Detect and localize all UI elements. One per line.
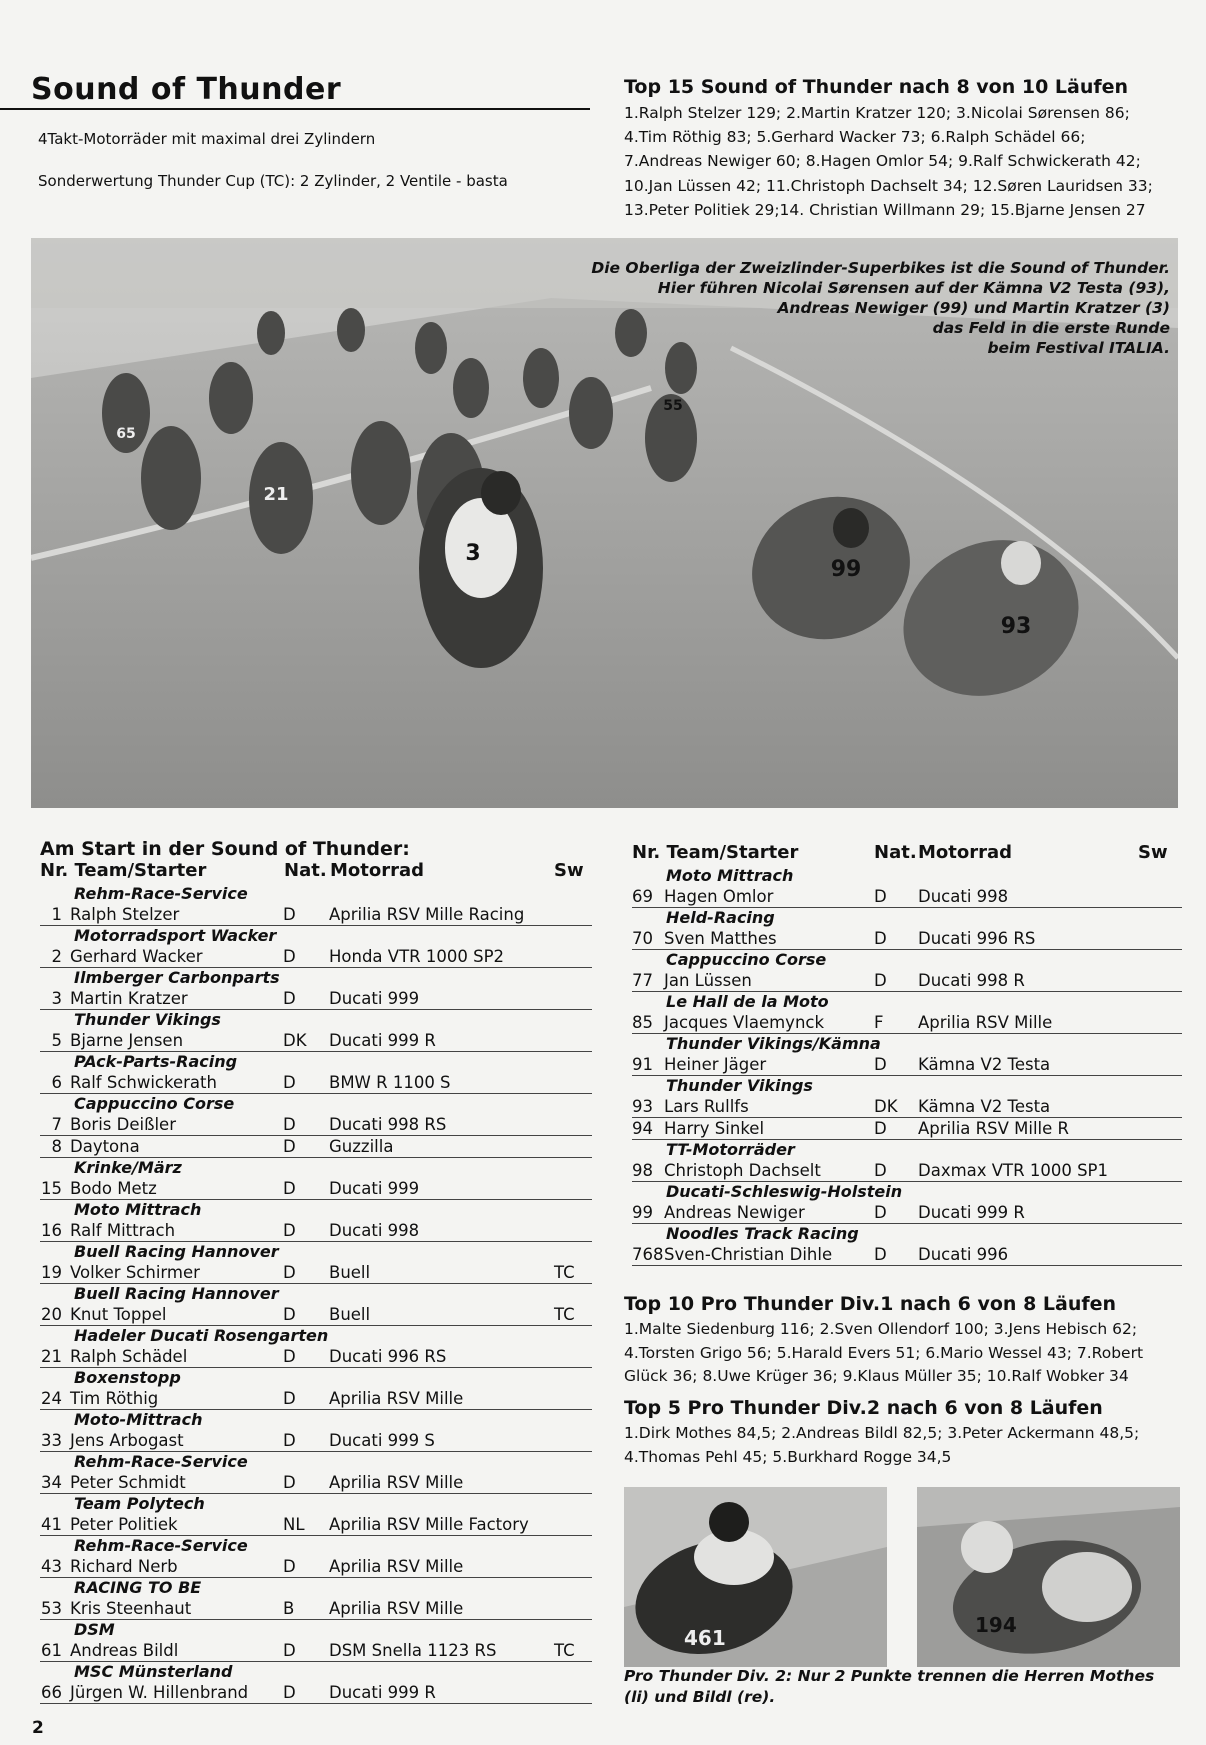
team-name: Buell Racing Hannover (74, 1242, 279, 1261)
start-number: 768 (632, 1245, 664, 1264)
startlist-entry (40, 1136, 592, 1158)
motorcycle: Ducati 999 R (329, 1683, 436, 1702)
motorcycle: Buell (329, 1263, 371, 1282)
motorcycle: Buell (329, 1305, 371, 1324)
starter-name: Jens Arbogast (70, 1431, 184, 1450)
starter-row (632, 1096, 1182, 1117)
nationality: D (283, 1431, 296, 1450)
start-number: 99 (632, 1203, 653, 1222)
motorcycle: Aprilia RSV Mille (329, 1389, 464, 1408)
starter-row (40, 1220, 592, 1241)
starter-row (40, 1304, 592, 1325)
starter-name: Andreas Bildl (70, 1641, 179, 1660)
top15-title: Top 15 Sound of Thunder nach 8 von 10 Läufen (624, 76, 1129, 98)
startlist-entry (40, 1158, 592, 1200)
top15-line: 4.Tim Röthig 83; 5.Gerhard Wacker 73; 6.Ralph Schädel 66; (624, 128, 1086, 147)
nationality: D (283, 1683, 296, 1702)
nationality: D (283, 1115, 296, 1134)
bottom-photo-caption (624, 1666, 1184, 1708)
motorcycle: Ducati 999 S (329, 1431, 435, 1450)
team-name: Le Hall de la Moto (666, 992, 829, 1011)
photo-caption-line: das Feld in die erste Runde (932, 319, 1170, 337)
starter-name: Boris Deißler (70, 1115, 176, 1134)
starter-row (40, 1114, 592, 1135)
startlist-entry (40, 968, 592, 1010)
nationality: D (283, 1557, 296, 1576)
nationality: D (283, 1073, 296, 1092)
starter-row (40, 1136, 592, 1157)
motorcycle: Ducati 999 R (329, 1031, 436, 1050)
nationality: D (874, 1055, 887, 1074)
team-name: Ducati-Schleswig-Holstein (666, 1182, 903, 1201)
nationality: D (283, 1179, 296, 1198)
startlist-entry (632, 1034, 1182, 1076)
top5-title: Top 5 Pro Thunder Div.2 nach 6 von 8 Läufen (624, 1397, 1103, 1419)
starter-name: Heiner Jäger (664, 1055, 767, 1074)
motorcycle: Ducati 999 R (918, 1203, 1025, 1222)
motorcycle: Ducati 998 RS (329, 1115, 447, 1134)
starter-name: Sven Matthes (664, 929, 777, 948)
team-name: Boxenstopp (74, 1368, 181, 1387)
col-motorrad: Motorrad (918, 842, 1013, 863)
top15-line: 7.Andreas Newiger 60; 8.Hagen Omlor 54; 9.Ralf Schwickerath 42; (624, 152, 1141, 171)
motorcycle: Ducati 998 (918, 887, 1009, 906)
starter-name: Peter Politiek (70, 1515, 178, 1534)
article-title: Sound of Thunder (31, 72, 342, 107)
nationality: D (874, 887, 887, 906)
top15-standings (624, 101, 1184, 222)
starter-row (40, 904, 592, 925)
start-number: 20 (41, 1305, 62, 1324)
motorcycle: Aprilia RSV Mille (329, 1473, 464, 1492)
motorcycle: Daxmax VTR 1000 SP1 (918, 1161, 1109, 1180)
special-class: TC (554, 1641, 575, 1660)
subtitle-thunder-cup: Sonderwertung Thunder Cup (TC): 2 Zylinder, 2 Ventile - basta (38, 172, 508, 190)
startlist-entry (40, 1620, 592, 1662)
starter-row (40, 1514, 592, 1535)
bike-number: 93 (1000, 614, 1032, 639)
starter-row (632, 1202, 1182, 1223)
startlist-entry (40, 1662, 592, 1704)
startlist-entry (40, 1284, 592, 1326)
team-name: Hadeler Ducati Rosengarten (74, 1326, 329, 1345)
top10-line: 1.Malte Siedenburg 116; 2.Sven Ollendorf 100; 3.Jens Hebisch 62; (624, 1320, 1138, 1338)
starter-name: Jan Lüssen (664, 971, 752, 990)
starter-row (40, 946, 592, 967)
startlist-entry (40, 1368, 592, 1410)
starter-row (632, 1054, 1182, 1075)
top5-standings (624, 1422, 1184, 1469)
starter-name: Richard Nerb (70, 1557, 178, 1576)
team-name: Moto-Mittrach (74, 1410, 203, 1429)
startlist-entry (632, 950, 1182, 992)
bike-number: 99 (830, 557, 862, 582)
startlist-entry (40, 1410, 592, 1452)
startlist-entry (40, 1010, 592, 1052)
start-number: 3 (51, 989, 62, 1008)
startlist-entry (40, 1578, 592, 1620)
startlist-entry (632, 1118, 1182, 1140)
bike-number: 21 (263, 484, 289, 505)
starter-name: Tim Röthig (70, 1389, 159, 1408)
starter-name: Ralph Schädel (70, 1347, 188, 1366)
start-number: 77 (632, 971, 653, 990)
starter-row (632, 928, 1182, 949)
start-number: 61 (41, 1641, 62, 1660)
startlist-entry (632, 1076, 1182, 1118)
top5-line: 1.Dirk Mothes 84,5; 2.Andreas Bildl 82,5; 3.Peter Ackermann 48,5; (624, 1424, 1140, 1442)
start-number: 41 (41, 1515, 62, 1534)
col-motorrad: Motorrad (330, 860, 425, 881)
motorcycle: Ducati 996 (918, 1245, 1009, 1264)
starter-row (40, 1430, 592, 1451)
nationality: D (874, 929, 887, 948)
team-name: Cappuccino Corse (74, 1094, 235, 1113)
startlist-entry (40, 1326, 592, 1368)
nationality: D (283, 947, 296, 966)
starter-name: Harry Sinkel (664, 1119, 765, 1138)
col-nat: Nat. (284, 860, 327, 881)
startlist-entries (40, 884, 592, 1704)
starter-row (632, 886, 1182, 907)
page-number: 2 (32, 1718, 44, 1738)
nationality: NL (283, 1515, 305, 1534)
nationality: D (283, 1389, 296, 1408)
startlist-heading: Am Start in der Sound of Thunder: (40, 838, 410, 860)
starter-row (40, 988, 592, 1009)
start-number: 98 (632, 1161, 653, 1180)
col-nr-team: Nr. Team/Starter (40, 860, 207, 881)
start-number: 43 (41, 1557, 62, 1576)
startlist-left (40, 838, 592, 1704)
nationality: DK (874, 1097, 898, 1116)
starter-name: Knut Toppel (70, 1305, 167, 1324)
photo-caption-line: Hier führen Nicolai Sørensen auf der Kämna V2 Testa (93), (657, 279, 1170, 297)
start-number: 91 (632, 1055, 653, 1074)
top15-line: 10.Jan Lüssen 42; 11.Christoph Dachselt 34; 12.Søren Lauridsen 33; (624, 176, 1153, 195)
starter-name: Andreas Newiger (664, 1203, 805, 1222)
col-sw: Sw (1138, 842, 1168, 863)
team-name: Held-Racing (666, 908, 775, 927)
starter-row (40, 1262, 592, 1283)
motorcycle: Aprilia RSV Mille R (918, 1119, 1069, 1138)
starter-name: Volker Schirmer (70, 1263, 200, 1282)
starter-name: Martin Kratzer (70, 989, 188, 1008)
photo-bildl-illustration (917, 1487, 1180, 1667)
team-name: Ilmberger Carbonparts (74, 968, 280, 987)
starter-name: Sven-Christian Dihle (664, 1245, 833, 1264)
startlist-entry (40, 1052, 592, 1094)
motorcycle: Aprilia RSV Mille (918, 1013, 1053, 1032)
starter-row (632, 1160, 1182, 1181)
top10-standings (624, 1318, 1184, 1389)
starter-row (632, 1012, 1182, 1033)
photo-caption-line: Andreas Newiger (99) und Martin Kratzer (3) (777, 299, 1170, 317)
nationality: D (874, 1203, 887, 1222)
startlist-entry (632, 1182, 1182, 1224)
starter-row (40, 1556, 592, 1577)
startlist-entry (40, 1200, 592, 1242)
start-number: 15 (41, 1179, 62, 1198)
starter-row (40, 1472, 592, 1493)
team-name: Moto Mittrach (666, 866, 794, 885)
team-name: Noodles Track Racing (666, 1224, 859, 1243)
motorcycle: Ducati 996 RS (329, 1347, 447, 1366)
title-rule (0, 108, 590, 110)
starter-row (40, 1030, 592, 1051)
starter-name: Christoph Dachselt (664, 1161, 821, 1180)
starter-row (40, 1682, 592, 1703)
photo-mothes-illustration (624, 1487, 887, 1667)
motorcycle: Aprilia RSV Mille (329, 1599, 464, 1618)
team-name: Thunder Vikings/Kämna (666, 1034, 881, 1053)
nationality: D (283, 1137, 296, 1156)
startlist-entry (632, 1140, 1182, 1182)
startlist-entry (40, 884, 592, 926)
top15-line: 13.Peter Politiek 29;14. Christian Willmann 29; 15.Bjarne Jensen 27 (624, 200, 1146, 219)
starter-name: Ralph Stelzer (70, 905, 180, 924)
starter-row (40, 1072, 592, 1093)
starter-name: Jürgen W. Hillenbrand (70, 1683, 249, 1702)
start-number: 5 (51, 1031, 62, 1050)
start-number: 16 (41, 1221, 62, 1240)
nationality: D (874, 971, 887, 990)
start-number: 93 (632, 1097, 653, 1116)
startlist-entry (40, 926, 592, 968)
photo-mothes (624, 1487, 887, 1667)
startlist-entries (632, 866, 1182, 1266)
starter-row (632, 1118, 1182, 1139)
bike-number-194: 194 (975, 1613, 1017, 1637)
top5-line: 4.Thomas Pehl 45; 5.Burkhard Rogge 34,5 (624, 1447, 952, 1466)
nationality: D (283, 1347, 296, 1366)
top10-title: Top 10 Pro Thunder Div.1 nach 6 von 8 Läufen (624, 1293, 1117, 1315)
starter-name: Ralf Mittrach (70, 1221, 176, 1240)
starter-name: Peter Schmidt (70, 1473, 186, 1492)
top10-line: 4.Torsten Grigo 56; 5.Harald Evers 51; 6.Mario Wessel 43; 7.Robert (624, 1343, 1144, 1362)
team-name: Buell Racing Hannover (74, 1284, 279, 1303)
start-number: 1 (51, 905, 62, 924)
col-sw: Sw (554, 860, 584, 881)
starter-name: Daytona (70, 1137, 140, 1156)
team-name: Rehm-Race-Service (74, 1536, 248, 1555)
start-number: 21 (41, 1347, 62, 1366)
nationality: D (283, 1263, 296, 1282)
startlist-entry (40, 1242, 592, 1284)
col-nr-team: Nr. Team/Starter (632, 842, 799, 863)
starter-row (632, 970, 1182, 991)
nationality: D (283, 905, 296, 924)
motorcycle: Ducati 999 (329, 989, 420, 1008)
starter-name: Bodo Metz (70, 1179, 157, 1198)
nationality: B (283, 1599, 295, 1618)
nationality: DK (283, 1031, 307, 1050)
bike-number: 65 (116, 426, 136, 442)
start-number: 33 (41, 1431, 62, 1450)
top10-line: Glück 36; 8.Uwe Krüger 36; 9.Klaus Müller 35; 10.Ralf Wobker 34 (624, 1367, 1129, 1386)
start-number: 2 (51, 947, 62, 966)
nationality: D (874, 1161, 887, 1180)
motorcycle: Ducati 999 (329, 1179, 420, 1198)
top15-line: 1.Ralph Stelzer 129; 2.Martin Kratzer 120; 3.Nicolai Sørensen 86; (624, 104, 1130, 122)
nationality: D (283, 989, 296, 1008)
motorcycle: Ducati 996 RS (918, 929, 1036, 948)
starter-name: Hagen Omlor (664, 887, 774, 906)
starter-row (40, 1640, 592, 1661)
nationality: D (874, 1245, 887, 1264)
team-name: Team Polytech (74, 1494, 205, 1513)
starter-name: Ralf Schwickerath (70, 1073, 217, 1092)
bottom-caption-line: (li) und Bildl (re). (624, 1688, 776, 1706)
team-name: Rehm-Race-Service (74, 1452, 248, 1471)
special-class: TC (554, 1263, 575, 1282)
bike-number: 3 (465, 541, 481, 566)
team-name: Motorradsport Wacker (74, 926, 277, 945)
nationality: D (874, 1119, 887, 1138)
start-number: 69 (632, 887, 653, 906)
team-name: Thunder Vikings (74, 1010, 221, 1029)
team-name: PAck-Parts-Racing (74, 1052, 238, 1071)
bike-number: 55 (663, 398, 683, 414)
starter-name: Kris Steenhaut (70, 1599, 192, 1618)
photo-caption-line: Die Oberliga der Zweizlinder-Superbikes ist die Sound of Thunder. (591, 259, 1170, 277)
motorcycle: Ducati 998 (329, 1221, 420, 1240)
starter-row (40, 1388, 592, 1409)
motorcycle: Kämna V2 Testa (918, 1055, 1051, 1074)
col-nat: Nat. (874, 842, 917, 863)
start-number: 24 (41, 1389, 62, 1408)
nationality: D (283, 1473, 296, 1492)
team-name: Krinke/März (74, 1158, 182, 1177)
startlist-column-header (40, 860, 592, 884)
starter-row (40, 1598, 592, 1619)
motorcycle: Guzzilla (329, 1137, 394, 1156)
team-name: Rehm-Race-Service (74, 884, 248, 903)
starter-row (40, 1178, 592, 1199)
team-name: Moto Mittrach (74, 1200, 202, 1219)
start-number: 34 (41, 1473, 62, 1492)
team-name: Cappuccino Corse (666, 950, 827, 969)
bottom-caption-line: Pro Thunder Div. 2: Nur 2 Punkte trennen die Herren Mothes (624, 1667, 1155, 1685)
team-name: RACING TO BE (74, 1578, 202, 1597)
start-number: 85 (632, 1013, 653, 1032)
starter-row (40, 1346, 592, 1367)
team-name: Thunder Vikings (666, 1076, 813, 1095)
startlist-column-header (632, 842, 1182, 866)
motorcycle: Aprilia RSV Mille Factory (329, 1515, 529, 1534)
start-number: 66 (41, 1683, 62, 1702)
nationality: D (283, 1641, 296, 1660)
start-number: 19 (41, 1263, 62, 1282)
bike-number-461: 461 (684, 1626, 726, 1650)
start-number: 70 (632, 929, 653, 948)
motorcycle: Aprilia RSV Mille Racing (329, 905, 525, 924)
starter-name: Bjarne Jensen (70, 1031, 184, 1050)
motorcycle: BMW R 1100 S (329, 1073, 451, 1092)
starter-name: Gerhard Wacker (70, 947, 203, 966)
startlist-right (632, 842, 1182, 1266)
startlist-entry (632, 1224, 1182, 1266)
starter-name: Jacques Vlaemynck (664, 1013, 825, 1032)
nationality: D (283, 1305, 296, 1324)
startlist-entry (632, 908, 1182, 950)
special-class: TC (554, 1305, 575, 1324)
starter-name: Lars Rullfs (664, 1097, 749, 1116)
start-number: 8 (51, 1137, 62, 1156)
team-name: TT-Motorräder (666, 1140, 795, 1159)
startlist-entry (632, 992, 1182, 1034)
photo-bildl (917, 1487, 1180, 1667)
team-name: DSM (74, 1620, 115, 1639)
photo-caption (530, 258, 1170, 358)
motorcycle: DSM Snella 1123 RS (329, 1641, 497, 1660)
startlist-entry (40, 1452, 592, 1494)
photo-caption-line: beim Festival ITALIA. (987, 339, 1170, 357)
start-number: 53 (41, 1599, 62, 1618)
motorcycle: Kämna V2 Testa (918, 1097, 1051, 1116)
motorcycle: Aprilia RSV Mille (329, 1557, 464, 1576)
nationality: F (874, 1013, 884, 1032)
startlist-entry (40, 1536, 592, 1578)
team-name: MSC Münsterland (74, 1662, 233, 1681)
start-number: 6 (51, 1073, 62, 1092)
starter-row (632, 1244, 1182, 1265)
motorcycle: Honda VTR 1000 SP2 (329, 947, 505, 966)
nationality: D (283, 1221, 296, 1240)
start-number: 94 (632, 1119, 653, 1138)
subtitle-engines: 4Takt-Motorräder mit maximal drei Zylindern (38, 130, 376, 148)
startlist-entry (40, 1094, 592, 1136)
start-number: 7 (51, 1115, 62, 1134)
motorcycle: Ducati 998 R (918, 971, 1025, 990)
startlist-entry (40, 1494, 592, 1536)
startlist-entry (632, 866, 1182, 908)
